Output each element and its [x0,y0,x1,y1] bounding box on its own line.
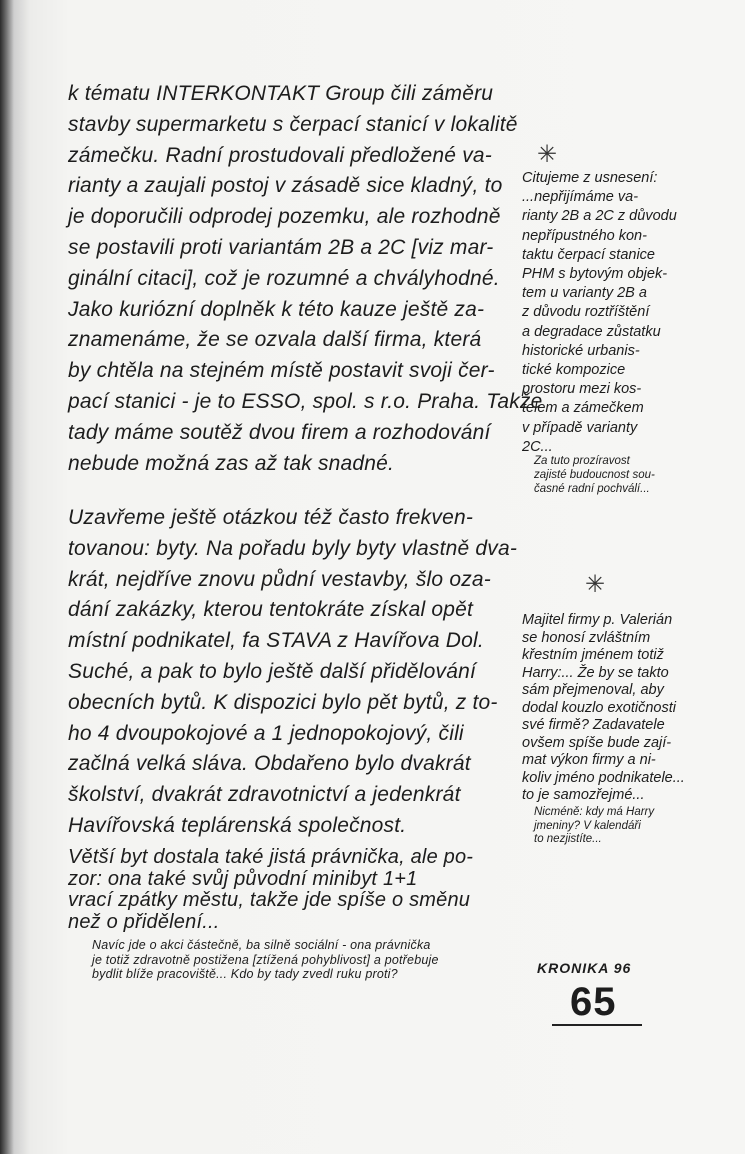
margin-comment-line: časné radní pochválí... [534,483,650,495]
body-text-line: obecních bytů. K dispozici bylo pět bytů, z to- [68,690,498,714]
footnote-line: bydlit blíže pracoviště... Kdo by tady zvedl ruku proti? [92,967,398,981]
margin-note-line: 2C... [522,438,553,455]
body-text-line: tady máme soutěž dvou firem a rozhodování [68,420,491,444]
margin-note-line: telem a zámečkem [522,400,644,417]
page-number: 65 [570,980,617,1024]
body-text-line: Havířovská teplárenská společnost. [68,814,407,837]
margin-note-line: a degradace zůstatku [522,323,661,340]
body-text-line: ginální citaci], což je rozumné a chvályhodné. [68,266,500,290]
body-text-line: Uzavřeme ještě otázkou též často frekven- [68,506,474,529]
page-number-underline [552,1024,642,1026]
body-text-line: ho 4 dvoupokojové a 1 jednopokojový, čili [68,721,464,745]
margin-note-line: koliv jméno podnikatele... [522,769,685,786]
body-text-line: pací stanici - je to ESSO, spol. s r.o. Praha. Takže [68,390,543,413]
margin-note-line: tické kompozice [522,362,626,378]
footnote-line: je totiž zdravotně postižena [ztížená pohyblivost] a potřebuje [92,952,439,967]
body-text-line: Větší byt dostala také jistá právnička, ale po- [68,846,474,868]
body-text-line: místní podnikatel, fa STAVA z Havířova Dol. [68,629,484,653]
margin-comment-line: zajisté budoucnost sou- [534,469,655,481]
margin-note-line: dodal kouzlo exotičnosti [522,699,676,716]
body-text-line: Suché, a pak to bylo ještě další přidělování [68,660,477,683]
margin-comment-line: to nezjistíte... [534,833,602,845]
body-text-line: se postavili proti variantám 2B a 2C [viz mar- [68,236,494,259]
margin-note-line: Citujeme z usnesení: [522,170,658,186]
body-text-line: je doporučili odprodej pozemku, ale rozhodně [68,205,501,229]
body-text-line: vrací zpátky městu, takže jde spíše o směnu [68,889,471,911]
margin-note-line: křestním jménem totiž [522,647,664,663]
margin-comment-line: Za tuto prozíravost [534,455,630,467]
margin-comment-line: jmeniny? V kalendáři [534,819,641,832]
margin-note-line: své firmě? Zadavatele [522,717,665,733]
body-text-line: zámečku. Radní prostudovali předložené va- [68,143,492,167]
margin-note-line: z důvodu roztříštění [522,304,650,321]
margin-note-line: nepřípustného kon- [522,227,647,244]
margin-note-line: ...nepřijímáme va- [522,189,639,206]
margin-comment-line: Nicméně: kdy má Harry [534,806,655,818]
margin-note-line: tem u varianty 2B a [522,285,647,302]
body-text-line: než o přidělení... [68,910,220,933]
body-text-line: začlná velká sláva. Obdařeno bylo dvakrát [68,752,471,776]
body-text-line: nebude možná zas až tak snadné. [68,451,395,475]
margin-note-line: PHM s bytovým objek- [522,266,668,282]
margin-note-line: prostoru mezi kos- [522,381,642,398]
body-text-line: by chtěla na stejném místě postavit svoji čer- [68,359,495,383]
margin-note-line: v případě varianty [522,419,638,436]
margin-note-line: Majitel firmy p. Valerián [522,612,673,628]
margin-note-line: rianty 2B a 2C z důvodu [522,208,677,225]
body-text-line: zor: ona také svůj původní minibyt 1+1 [68,867,418,890]
footnote-line: Navíc jde o akci částečně, ba silně sociální - ona právnička [92,938,431,952]
body-text-line: krát, nejdříve znovu půdní vestavby, šlo oza- [68,567,491,591]
body-text-line: znamenáme, že se ozvala další firma, která [68,328,482,352]
margin-note-line: ovšem spíše bude zají- [522,734,672,751]
margin-note-line: taktu čerpací stanice [522,246,655,263]
margin-note-line: Harry:... Že by se takto [522,664,669,681]
margin-note-line: sám přejmenoval, aby [522,682,664,698]
asterisk-mark-icon: ✳ [585,571,606,598]
body-text-line: stavby supermarketu s čerpací stanicí v lokalitě [68,112,518,136]
asterisk-mark-icon: ✳ [537,141,558,168]
body-text-line: tovanou: byty. Na pořadu byly byty vlastně dva- [68,536,518,560]
body-text-line: k tématu INTERKONTAKT Group čili záměru [68,82,494,105]
margin-note-line: se honosí zvláštním [522,629,651,646]
margin-note-line: mat výkon firmy a ni- [522,752,656,768]
margin-note-line: to je samozřejmé... [522,787,645,803]
body-text-line: školství, dvakrát zdravotnictví a jedenkrát [68,783,461,807]
chronicle-label: KRONIKA 96 [537,960,632,976]
body-text-line: rianty a zaujali postoj v zásadě sice kladný, to [68,174,503,198]
margin-note-line: historické urbanis- [522,342,640,359]
body-text-line: dání zakázky, kterou tentokráte získal opět [68,598,474,622]
body-text-line: Jako kuriózní doplněk k této kauze ještě za- [68,297,485,321]
